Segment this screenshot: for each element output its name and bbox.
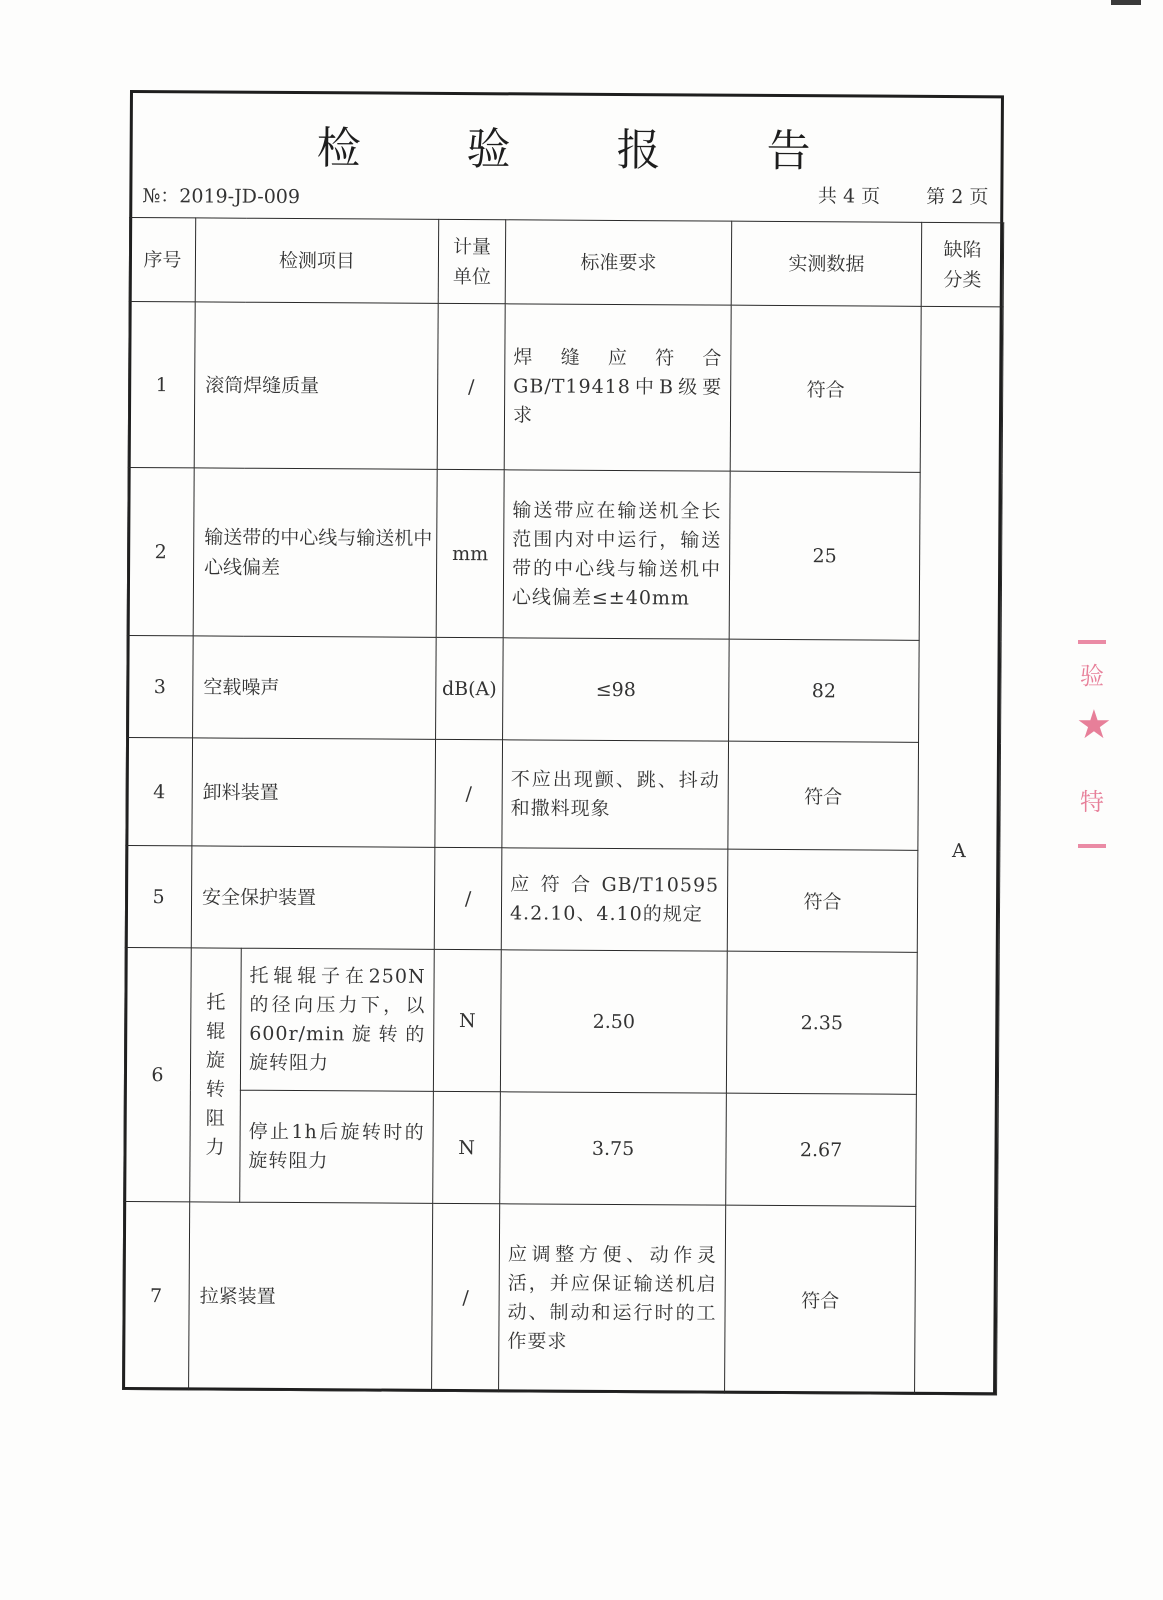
report-number: №：2019-JD-009: [142, 185, 301, 209]
table-row: [124, 1089, 999, 1206]
seal-text-top: 验: [1080, 662, 1104, 690]
page-indicator: [778, 181, 989, 209]
row-unit: dB(A): [436, 637, 504, 739]
row-item: 输送带的中心线与输送机中心线偏差: [193, 468, 437, 637]
row-seq: 3: [127, 635, 194, 737]
row-unit: /: [432, 1203, 500, 1391]
header-item: 检测项目: [195, 218, 439, 303]
table-row: [124, 947, 999, 1094]
table-row: [126, 737, 1001, 850]
row-unit: /: [434, 847, 502, 949]
table-row: [128, 301, 1003, 472]
row-measured: 符合: [727, 849, 918, 952]
row-seq: 2: [127, 467, 194, 635]
row-standard: 焊缝应符合GB/T19418中B级要求: [504, 304, 731, 471]
row-unit: N: [433, 1091, 501, 1203]
report-frame: [122, 90, 1004, 1395]
row-item: 安全保护装置: [191, 846, 435, 949]
row-measured: 25: [729, 471, 920, 640]
total-pages: 共 4 页: [817, 185, 881, 208]
row-unit: N: [433, 949, 501, 1091]
row-seq: 7: [123, 1201, 190, 1389]
row-measured: 2.35: [726, 951, 917, 1094]
row-measured: 82: [729, 639, 920, 742]
seal-star-icon: ★: [1076, 702, 1112, 748]
row-seq: 4: [126, 737, 193, 845]
table-row: [125, 845, 1000, 952]
seal-bar-bottom: [1078, 844, 1106, 848]
row-standard: 不应出现颤、跳、抖动和撒料现象: [502, 740, 729, 849]
row-seq: 5: [125, 845, 192, 947]
row-seq: 1: [128, 301, 195, 467]
row-standard: 3.75: [500, 1092, 727, 1205]
table-row: [127, 635, 1002, 742]
row-measured: 2.67: [726, 1093, 917, 1206]
row-standard: 输送带应在输送机全长范围内对中运行，输送带的中心线与输送机中心线偏差≤±40mm: [503, 470, 730, 639]
row-standard: ≤98: [503, 638, 730, 741]
row-item: 滚筒焊缝质量: [194, 302, 438, 469]
row-item: 拉紧装置: [189, 1202, 433, 1391]
row-standard: 应符合GB/T10595 4.2.10、4.10的规定: [501, 848, 728, 951]
current-page: 第 2 页: [926, 185, 989, 209]
table-row: [127, 467, 1002, 640]
row-standard: 应调整方便、动作灵活，并应保证输送机启动、制动和运行时的工作要求: [499, 1204, 726, 1393]
page-title: 检 验 报 告: [316, 123, 857, 178]
row-subitem: 托辊辊子在250N的径向压力下，以600r/min旋转的旋转阻力: [240, 948, 434, 1091]
row-measured: 符合: [728, 741, 919, 850]
inspection-table: [122, 217, 1004, 1395]
row-unit: /: [435, 739, 503, 847]
row-measured: 符合: [730, 305, 921, 472]
row-group: 托辊旋转阻力: [190, 948, 242, 1202]
row-subitem: 停止1h后旋转时的旋转阻力: [240, 1090, 434, 1203]
row-standard: 2.50: [500, 950, 727, 1093]
row-item: 空载噪声: [193, 636, 437, 739]
seal-text-bottom: 特: [1080, 788, 1104, 816]
red-seal-stamp: [1074, 636, 1112, 852]
row-unit: mm: [436, 469, 504, 637]
row-seq: 6: [124, 947, 192, 1201]
seal-bar-top: [1078, 640, 1106, 644]
table-header-row: [129, 218, 1004, 307]
scan-corner-mark: [1111, 0, 1141, 5]
row-measured: 符合: [725, 1205, 916, 1394]
header-measured: 实测数据: [731, 221, 922, 306]
table-row: [123, 1201, 998, 1394]
header-unit: 计量单位: [438, 219, 506, 303]
header-standard: 标准要求: [505, 220, 732, 305]
row-item: 卸料装置: [192, 738, 436, 847]
header-defect-class: 缺陷分类: [921, 222, 1004, 306]
row-unit: /: [437, 303, 505, 469]
defect-class-value: A: [915, 306, 1004, 1394]
header-seq: 序号: [129, 218, 196, 302]
